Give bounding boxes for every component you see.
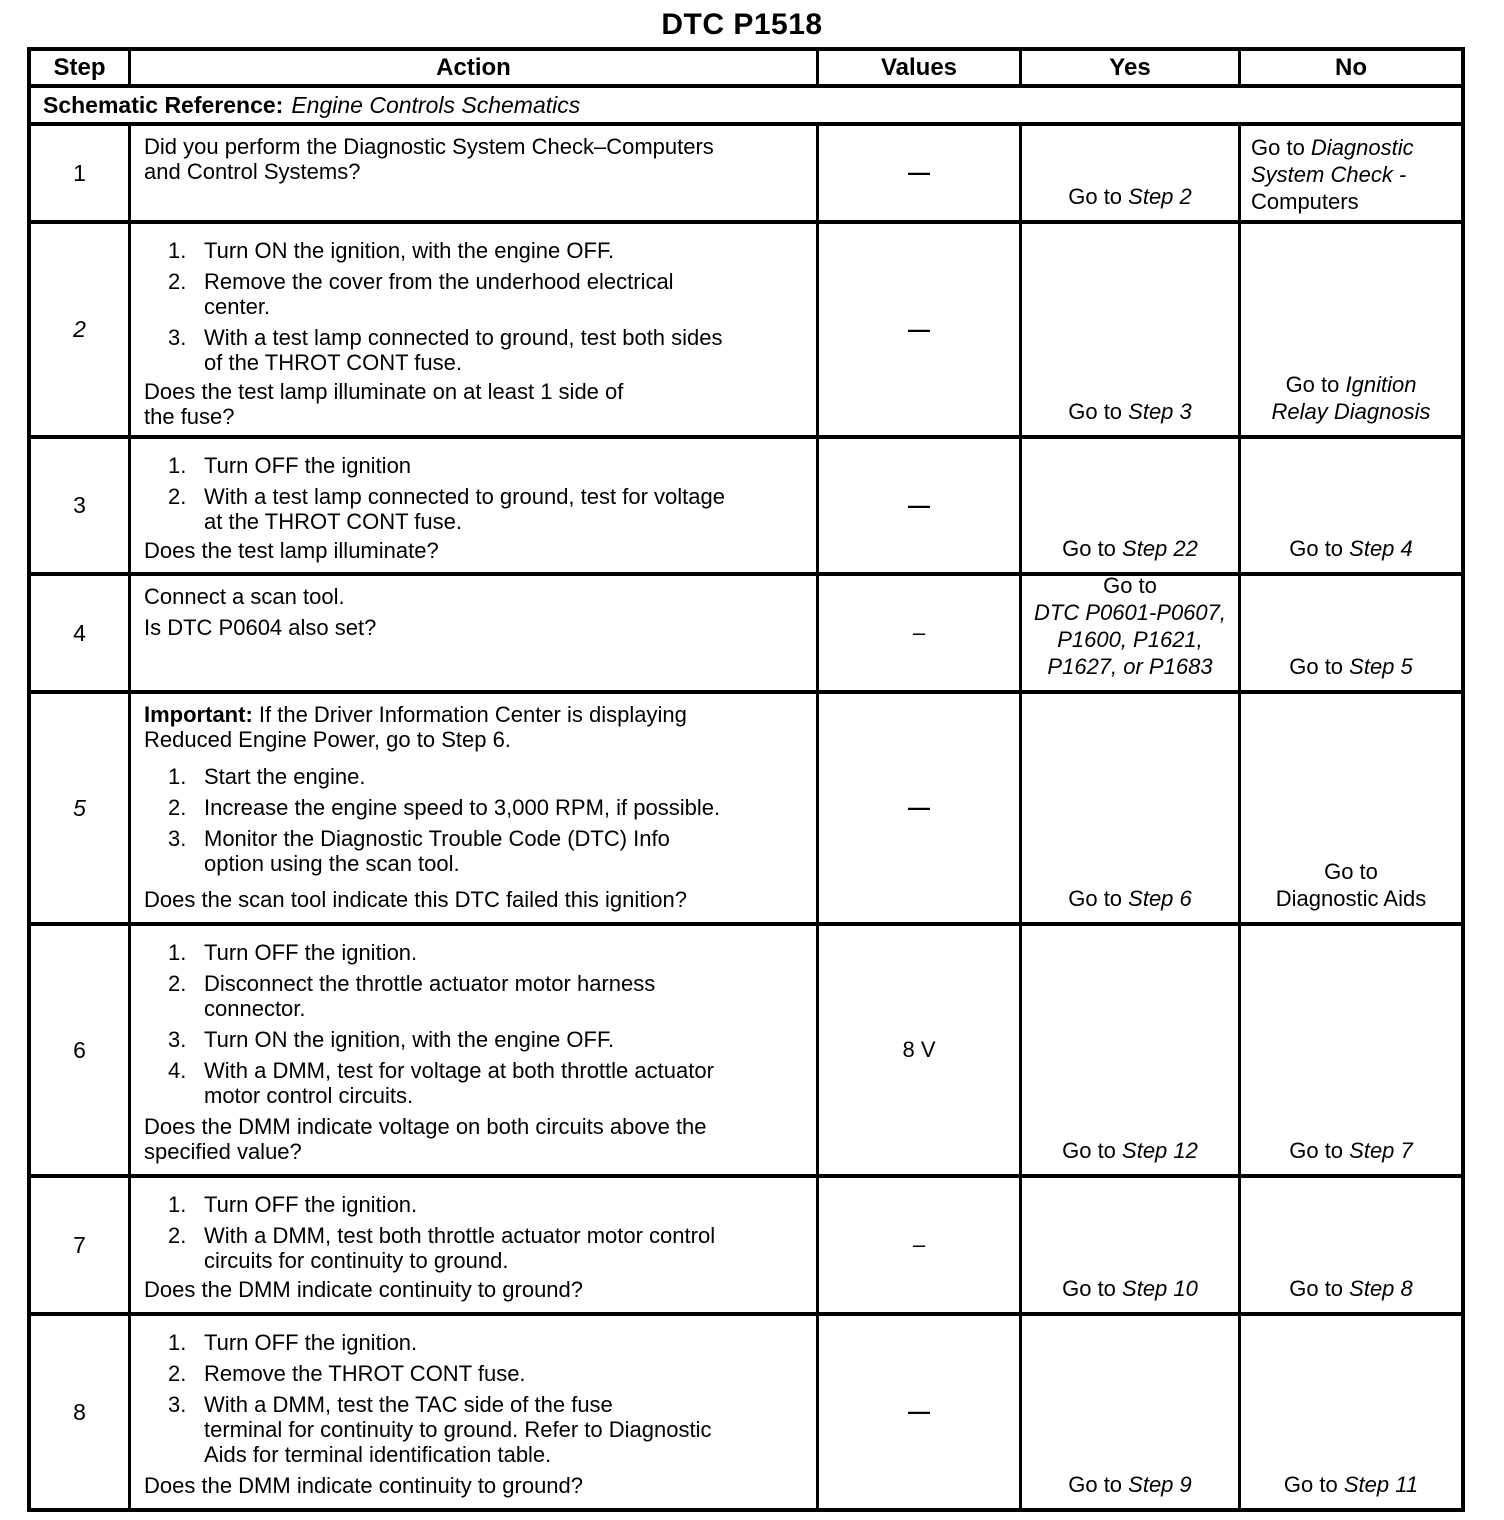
action-list-item bbox=[144, 238, 806, 263]
item-number: 1. bbox=[168, 453, 187, 478]
goto-line bbox=[1284, 1471, 1418, 1498]
text-segment: Does the scan tool indicate this DTC failed this ignition? bbox=[144, 887, 687, 912]
item-number: 1. bbox=[168, 1330, 187, 1355]
item-text bbox=[204, 1361, 526, 1386]
text-line bbox=[144, 134, 806, 159]
text-line bbox=[204, 1083, 714, 1108]
text-line bbox=[144, 404, 806, 429]
item-number: 2. bbox=[168, 971, 187, 996]
values-cell bbox=[819, 694, 1022, 926]
action-paragraph bbox=[144, 584, 806, 609]
text-segment: circuits for continuity to ground. bbox=[204, 1248, 509, 1273]
item-number: 1. bbox=[168, 1192, 187, 1217]
step-number: 4 bbox=[73, 619, 86, 646]
schematic-reference-row bbox=[31, 88, 1461, 126]
text-segment: Go to bbox=[1068, 886, 1129, 911]
text-line bbox=[204, 940, 417, 965]
step-number: 7 bbox=[73, 1231, 86, 1258]
goto-line bbox=[1251, 161, 1406, 188]
text-segment: Important: bbox=[144, 702, 253, 727]
text-line bbox=[204, 238, 614, 263]
header-values-label: Values bbox=[880, 53, 958, 81]
text-segment: specified value? bbox=[144, 1139, 302, 1164]
text-segment: Step 12 bbox=[1122, 1138, 1198, 1163]
goto-line bbox=[1034, 599, 1226, 626]
text-segment: Go to bbox=[1285, 372, 1346, 397]
text-line bbox=[204, 1192, 417, 1217]
text-segment: Aids for terminal identification table. bbox=[204, 1442, 552, 1467]
text-line bbox=[204, 294, 674, 319]
text-segment: Remove the cover from the underhood electrical bbox=[204, 269, 674, 294]
text-segment: Go to bbox=[1289, 1138, 1350, 1163]
text-segment: Start the engine. bbox=[204, 764, 366, 789]
text-segment: With a test lamp connected to ground, test both sides bbox=[204, 325, 723, 350]
text-line bbox=[204, 1330, 417, 1355]
text-segment: Go to bbox=[1283, 1472, 1344, 1497]
action-list-item bbox=[144, 1223, 806, 1273]
text-line bbox=[204, 1417, 711, 1442]
action-cell bbox=[131, 439, 819, 576]
schematic-reference-label: Schematic Reference: bbox=[43, 91, 284, 118]
text-segment: With a DMM, test the TAC side of the fuse bbox=[204, 1392, 613, 1417]
action-cell bbox=[131, 926, 819, 1178]
values-text: — bbox=[908, 795, 930, 820]
text-segment: Go to bbox=[1062, 1138, 1123, 1163]
header-step-label: Step bbox=[53, 53, 106, 81]
item-number: 2. bbox=[168, 484, 187, 509]
step-cell bbox=[31, 576, 131, 694]
action-paragraph bbox=[144, 615, 806, 640]
item-number: 1. bbox=[168, 940, 187, 965]
text-line bbox=[144, 615, 806, 640]
item-text bbox=[204, 971, 655, 1021]
text-segment: Go to bbox=[1068, 184, 1129, 209]
text-segment: Go to bbox=[1068, 1472, 1129, 1497]
text-segment: P1600, P1621, bbox=[1057, 627, 1203, 652]
text-segment: Go to bbox=[1251, 135, 1311, 160]
item-text bbox=[204, 1330, 417, 1355]
action-paragraph bbox=[144, 702, 806, 752]
item-text bbox=[204, 484, 725, 534]
item-text bbox=[204, 940, 417, 965]
item-number: 2. bbox=[168, 795, 187, 820]
text-segment: With a test lamp connected to ground, test for voltage bbox=[204, 484, 725, 509]
values-text: – bbox=[912, 1232, 926, 1257]
item-number: 1. bbox=[168, 764, 187, 789]
text-segment: With a DMM, test both throttle actuator motor control bbox=[204, 1223, 716, 1248]
text-segment: Go to bbox=[1289, 536, 1350, 561]
text-segment: Disconnect the throttle actuator motor harness bbox=[204, 971, 656, 996]
text-segment: of the THROT CONT fuse. bbox=[204, 350, 462, 375]
item-text bbox=[204, 238, 614, 263]
item-number: 3. bbox=[168, 325, 187, 350]
text-segment: Step 8 bbox=[1349, 1276, 1413, 1301]
goto-line bbox=[1062, 535, 1198, 562]
text-segment: Go to bbox=[1062, 536, 1123, 561]
step-number: 5 bbox=[73, 794, 86, 821]
goto-line bbox=[1062, 1275, 1198, 1302]
text-line bbox=[204, 453, 411, 478]
text-segment: and Control Systems? bbox=[144, 159, 361, 184]
text-line bbox=[204, 350, 723, 375]
text-segment: P1627, or P1683 bbox=[1047, 654, 1213, 679]
text-line bbox=[144, 1114, 806, 1139]
goto-line bbox=[1103, 576, 1157, 599]
step-number: 8 bbox=[73, 1398, 86, 1425]
text-line bbox=[144, 584, 806, 609]
text-line bbox=[204, 764, 365, 789]
goto-line bbox=[1251, 188, 1359, 215]
step-cell bbox=[31, 126, 131, 224]
action-list-item bbox=[144, 1392, 806, 1467]
goto-line bbox=[1068, 1471, 1192, 1498]
item-number: 3. bbox=[168, 826, 187, 851]
header-yes bbox=[1022, 51, 1241, 88]
yes-cell bbox=[1022, 439, 1241, 576]
header-no-label: No bbox=[1335, 53, 1367, 81]
step-number: 6 bbox=[73, 1036, 86, 1063]
step-cell bbox=[31, 224, 131, 439]
text-line bbox=[204, 1361, 526, 1386]
text-segment: Turn OFF the ignition. bbox=[204, 940, 418, 965]
item-number: 3. bbox=[168, 1392, 187, 1417]
text-segment: Turn ON the ignition, with the engine OFF. bbox=[204, 1027, 615, 1052]
action-paragraph bbox=[144, 134, 806, 184]
goto-line bbox=[1324, 858, 1378, 885]
action-list-item bbox=[144, 484, 806, 534]
text-segment: Turn ON the ignition, with the engine OFF. bbox=[204, 238, 615, 263]
text-line bbox=[204, 795, 720, 820]
text-line bbox=[204, 1392, 711, 1417]
step-number: 3 bbox=[73, 492, 86, 518]
header-action bbox=[131, 51, 819, 88]
text-segment: Does the test lamp illuminate? bbox=[144, 538, 439, 563]
action-list-item bbox=[144, 764, 806, 789]
values-cell bbox=[819, 1316, 1022, 1508]
item-number: 3. bbox=[168, 1027, 187, 1052]
step-cell bbox=[31, 439, 131, 576]
text-segment: Computers bbox=[1251, 189, 1359, 214]
action-question bbox=[144, 375, 806, 429]
values-cell bbox=[819, 224, 1022, 439]
values-text: – bbox=[912, 620, 926, 645]
text-line bbox=[204, 971, 655, 996]
action-cell bbox=[131, 576, 819, 694]
values-cell bbox=[819, 576, 1022, 694]
text-segment: Connect a scan tool. bbox=[144, 584, 345, 609]
text-segment: Diagnostic bbox=[1310, 135, 1414, 160]
no-cell bbox=[1241, 694, 1461, 926]
goto-line bbox=[1276, 885, 1426, 912]
header-action-label: Action bbox=[436, 53, 511, 81]
text-segment: option using the scan tool. bbox=[204, 851, 460, 876]
text-segment: Step 3 bbox=[1128, 399, 1192, 424]
item-text bbox=[204, 269, 674, 319]
no-cell bbox=[1241, 1316, 1461, 1508]
goto-line bbox=[1286, 371, 1417, 398]
text-segment: If the Driver Information Center is displaying bbox=[252, 702, 687, 727]
text-segment: Ignition bbox=[1345, 372, 1417, 397]
text-segment: Turn OFF the ignition. bbox=[204, 1330, 418, 1355]
text-line bbox=[204, 1248, 715, 1273]
action-list-item bbox=[144, 1192, 806, 1217]
item-number: 2. bbox=[168, 269, 187, 294]
action-list-item bbox=[144, 940, 806, 965]
action-list-item bbox=[144, 795, 806, 820]
goto-line bbox=[1068, 398, 1192, 425]
action-list-item bbox=[144, 826, 806, 876]
item-text bbox=[204, 1192, 417, 1217]
text-segment: Go to bbox=[1289, 1276, 1350, 1301]
goto-line bbox=[1062, 1137, 1198, 1164]
text-segment: Does the test lamp illuminate on at least 1 side of bbox=[144, 379, 624, 404]
text-segment: Step 7 bbox=[1349, 1138, 1413, 1163]
action-question bbox=[144, 1469, 806, 1498]
goto-line bbox=[1289, 535, 1413, 562]
text-segment: Go to bbox=[1324, 859, 1378, 884]
text-line bbox=[204, 1442, 711, 1467]
text-segment: Step 6 bbox=[1128, 886, 1192, 911]
goto-line bbox=[1289, 653, 1413, 680]
no-cell bbox=[1241, 1178, 1461, 1316]
item-number: 2. bbox=[168, 1223, 187, 1248]
text-segment: Monitor the Diagnostic Trouble Code (DTC) Info bbox=[204, 826, 670, 851]
values-text: — bbox=[908, 492, 930, 518]
step-number: 2 bbox=[73, 316, 86, 342]
text-line bbox=[144, 887, 806, 912]
text-segment: motor control circuits. bbox=[204, 1083, 414, 1108]
text-segment: center. bbox=[204, 294, 271, 319]
text-line bbox=[204, 1223, 715, 1248]
text-segment: Step 10 bbox=[1122, 1276, 1198, 1301]
action-cell bbox=[131, 126, 819, 224]
no-cell bbox=[1241, 126, 1461, 224]
item-number: 4. bbox=[168, 1058, 187, 1083]
action-list-item bbox=[144, 1058, 806, 1108]
text-segment: Step 4 bbox=[1349, 536, 1413, 561]
text-segment: Step 9 bbox=[1128, 1472, 1192, 1497]
text-line bbox=[144, 159, 806, 184]
text-segment: Go to bbox=[1103, 576, 1157, 598]
text-segment: Reduced Engine Power, go to Step 6. bbox=[144, 727, 511, 752]
action-list-item bbox=[144, 1330, 806, 1355]
action-list-item bbox=[144, 269, 806, 319]
goto-line bbox=[1289, 1137, 1413, 1164]
header-no bbox=[1241, 51, 1461, 88]
text-segment: Increase the engine speed to 3,000 RPM, if possible. bbox=[204, 795, 721, 820]
action-list-item bbox=[144, 971, 806, 1021]
text-segment: Turn OFF the ignition. bbox=[204, 1192, 418, 1217]
values-cell bbox=[819, 126, 1022, 224]
item-text bbox=[204, 826, 670, 876]
text-segment: Step 2 bbox=[1128, 184, 1192, 209]
values-cell bbox=[819, 1178, 1022, 1316]
action-question bbox=[144, 1110, 806, 1164]
action-cell bbox=[131, 694, 819, 926]
step-cell bbox=[31, 1316, 131, 1508]
goto-line bbox=[1047, 653, 1212, 680]
action-question bbox=[144, 883, 806, 912]
text-segment: connector. bbox=[204, 996, 306, 1021]
item-text bbox=[204, 1223, 715, 1273]
text-segment: Diagnostic Aids bbox=[1275, 886, 1427, 911]
no-cell bbox=[1241, 926, 1461, 1178]
no-cell bbox=[1241, 576, 1461, 694]
text-segment: Turn OFF the ignition bbox=[204, 453, 412, 478]
step-number: 1 bbox=[73, 159, 86, 186]
text-segment: Step 22 bbox=[1122, 536, 1198, 561]
yes-cell bbox=[1022, 126, 1241, 224]
text-segment: DTC P0601-P0607, bbox=[1034, 600, 1226, 625]
text-segment: Step 5 bbox=[1349, 654, 1413, 679]
action-list-item bbox=[144, 325, 806, 375]
text-line bbox=[204, 1058, 714, 1083]
action-cell bbox=[131, 224, 819, 439]
step-cell bbox=[31, 1178, 131, 1316]
text-line bbox=[144, 379, 806, 404]
text-segment: Go to bbox=[1062, 1276, 1123, 1301]
text-segment: at the THROT CONT fuse. bbox=[204, 509, 462, 534]
step-cell bbox=[31, 694, 131, 926]
text-line bbox=[144, 538, 806, 563]
text-line bbox=[204, 325, 723, 350]
item-text bbox=[204, 764, 365, 789]
page-title: DTC P1518 bbox=[661, 8, 823, 41]
item-text bbox=[204, 453, 411, 478]
header-values bbox=[819, 51, 1022, 88]
text-line bbox=[204, 509, 725, 534]
text-segment: Does the DMM indicate continuity to ground? bbox=[144, 1277, 584, 1302]
text-segment: Remove the THROT CONT fuse. bbox=[204, 1361, 526, 1386]
item-number: 1. bbox=[168, 238, 187, 263]
item-text bbox=[204, 325, 723, 375]
text-segment: Is DTC P0604 also set? bbox=[144, 615, 377, 640]
text-segment: System Check - bbox=[1251, 162, 1407, 187]
text-segment: Go to bbox=[1068, 399, 1129, 424]
values-cell bbox=[819, 926, 1022, 1178]
item-number: 2. bbox=[168, 1361, 187, 1386]
item-text bbox=[204, 1058, 714, 1108]
header-yes-label: Yes bbox=[1109, 53, 1151, 81]
values-text: — bbox=[908, 1399, 930, 1424]
yes-cell bbox=[1022, 224, 1241, 439]
schematic-reference-value: Engine Controls Schematics bbox=[291, 91, 581, 118]
text-line bbox=[204, 851, 670, 876]
no-cell bbox=[1241, 439, 1461, 576]
text-line bbox=[144, 702, 806, 727]
item-text bbox=[204, 795, 720, 820]
step-cell bbox=[31, 926, 131, 1178]
text-line bbox=[204, 484, 725, 509]
values-cell bbox=[819, 439, 1022, 576]
yes-cell bbox=[1022, 1316, 1241, 1508]
dtc-table bbox=[27, 47, 1465, 1512]
text-segment: Go to bbox=[1289, 654, 1350, 679]
goto-line bbox=[1057, 626, 1203, 653]
yes-cell bbox=[1022, 926, 1241, 1178]
values-text: — bbox=[908, 160, 930, 185]
action-list-item bbox=[144, 1361, 806, 1386]
yes-cell bbox=[1022, 694, 1241, 926]
text-line bbox=[204, 996, 655, 1021]
text-line bbox=[144, 1277, 806, 1302]
header-step bbox=[31, 51, 131, 88]
action-list-item bbox=[144, 1027, 806, 1052]
text-line bbox=[204, 1027, 614, 1052]
text-line bbox=[204, 826, 670, 851]
text-segment: Did you perform the Diagnostic System Check–Computers bbox=[144, 134, 714, 159]
text-segment: Does the DMM indicate continuity to ground? bbox=[144, 1473, 584, 1498]
no-cell bbox=[1241, 224, 1461, 439]
goto-line bbox=[1068, 885, 1192, 912]
text-segment: Relay Diagnosis bbox=[1271, 399, 1431, 424]
text-segment: Step 11 bbox=[1343, 1472, 1419, 1497]
item-text bbox=[204, 1027, 614, 1052]
action-question bbox=[144, 1273, 806, 1302]
values-text: — bbox=[908, 316, 930, 342]
text-segment: the fuse? bbox=[144, 404, 235, 429]
yes-cell bbox=[1022, 576, 1241, 694]
item-text bbox=[204, 1392, 711, 1467]
text-line bbox=[144, 727, 806, 752]
yes-cell bbox=[1022, 1178, 1241, 1316]
text-segment: Does the DMM indicate voltage on both circuits above the bbox=[144, 1114, 707, 1139]
action-question bbox=[144, 534, 806, 563]
values-text: 8 V bbox=[902, 1037, 936, 1062]
goto-line bbox=[1272, 398, 1431, 425]
text-segment: With a DMM, test for voltage at both throttle actuator bbox=[204, 1058, 714, 1083]
text-line bbox=[144, 1473, 806, 1498]
text-line bbox=[144, 1139, 806, 1164]
text-line bbox=[204, 269, 674, 294]
action-list-item bbox=[144, 453, 806, 478]
action-cell bbox=[131, 1178, 819, 1316]
goto-line bbox=[1289, 1275, 1413, 1302]
goto-line bbox=[1251, 134, 1414, 161]
goto-line bbox=[1068, 183, 1192, 210]
action-cell bbox=[131, 1316, 819, 1508]
text-segment: terminal for continuity to ground. Refer to Diagnostic bbox=[204, 1417, 712, 1442]
